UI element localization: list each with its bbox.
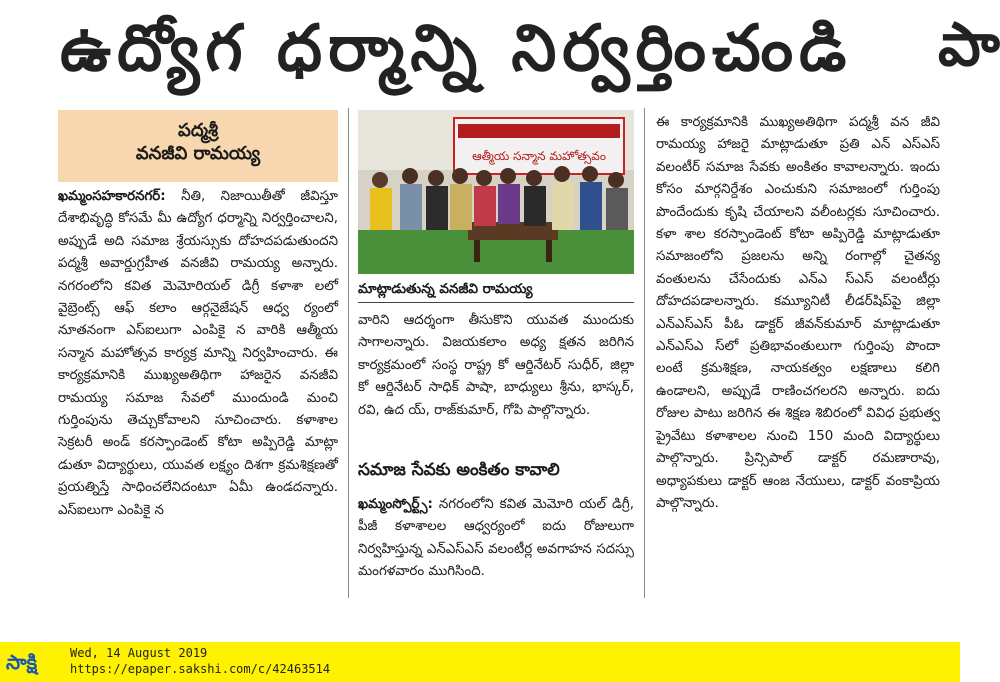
article-text: వారిని ఆదర్శంగా తీసుకొని యువత ముందుకు సాగాలన్నారు. విజయకలాం అధ్య క్షతన జరిగిన కార్యక్రమంలో సంస్థ రాష్ట్ర కో ఆర్డినేటర్ సుధీర్, జిల్లా కో ఆర్డినేటర్ సాధిక్ పాషా, బాధ్యులు శ్రీను, భాస్కర్, రవి, ఉద య్, రాజ్‌కుమార్, గోపి పాల్గొన్నారు. [358, 313, 634, 418]
column-rule [348, 108, 349, 598]
headline-area [0, 0, 1000, 100]
publication-date: Wed, 14 August 2019 [70, 646, 208, 660]
dateline: ఖమ్మంస్పోర్ట్స్: [358, 497, 433, 512]
article-column-2-bottom [358, 494, 634, 596]
column-rule [644, 108, 645, 598]
dateline: ఖమ్మంసహకారనగర్: [58, 189, 166, 204]
caption-divider [358, 302, 634, 303]
page-headline: ఉద్యోగ ధర్మాన్ని నిర్వర్తించండి [60, 12, 853, 86]
epaper-link[interactable]: https://epaper.sakshi.com/c/42463514 [70, 662, 331, 676]
event-photo [358, 110, 634, 274]
sakshi-logo[interactable]: సాక్షి [6, 650, 38, 674]
article-column-3 [656, 112, 940, 596]
stage-banner-text: ఆత్మీయ సన్మాన మహోత్సవం [472, 149, 606, 163]
article-column-2-top [358, 310, 634, 450]
article-text: ఈ కార్యక్రమానికి ముఖ్యఅతిథిగా పద్మశ్రీ వన జీవి రామయ్య హాజరై మాట్లాడుతూ ప్రతి ఎన్ ఎస్ఎస్ వలంటీర్ సమాజ సేవకు అంకితం కావాలన్నారు. ఇందు కోసం మార్గనిర్దేశం ఎంచుకుని సమాజంలో గుర్తింపు పొందేందుకు కృషి చేయాలని వలీంటర్లకు సూచించారు. కళా శాల కరస్పాండెంట్ కోటా అప్పిరెడ్డి మాట్లాడుతూ సమాజంలోని ప్రజలను అన్ని రంగాల్లో చైతన్య వంతులను చేసేందుకు ఎన్ఎ స్ఎస్ వలంటీర్లు దోహదపడాలన్నారు. కమ్యూనిటీ లీడర్‌షిప్‌పై జిల్లా ఎన్ఎస్ఎస్ పీఓ డాక్టర్ జీవన్‌కుమార్ మాట్లాడుతూ ఎన్ఎస్ఎ స్‌లో ప్రతిభావంతులుగా గుర్తింపు పొందా లంటే క్రమశిక్షణ, నాయకత్వం లక్షణాలు కలిగి ఉండాలని, అప్పుడే రాణించగలరని అన్నారు. ఐదు రోజుల పాటు జరిగిన ఈ శిక్షణ శిబిరంలో వివిధ ప్రభుత్వ ప్రైవేటు కళాశాలల నుంచి 150 మంది విద్యార్థులు పాల్గొన్నారు. ప్రిన్సిపాల్ డాక్టర్ రమణారావు, అధ్యాపకులు డాక్టర్ ఆంజ నేయులు, డాక్టర్ వంకాప్రియ పాల్గొన్నారు. [656, 115, 940, 511]
article-text: నగరంలోని కవిత మెమోరి యల్ డిగ్రీ, పీజీ కళాశాలల ఆధ్వర్యంలో ఐదు రోజులుగా నిర్వహిస్తున్న ఎన్ఎస్ఎస్ వలంటీర్ల అవగాహన సదస్సు మంగళవారం ముగిసింది. [358, 497, 634, 580]
event-photo-illustration [358, 110, 634, 274]
byline-box [58, 110, 338, 182]
article-text: నీతి, నిజాయితీతో జీవిస్తూ దేశాభివృద్ధి కోసమే మీ ఉద్యోగ ధర్మాన్ని నిర్వర్తించాలని, అప్పుడే అది సమాజ శ్రేయస్సుకు దోహదపడుతుందని పద్మశ్రీ అవార్డుగ్రహీత వనజీవి రామయ్య అన్నారు. నగరంలోని కవిత మెమోరియల్ డిగ్రీ కళాశా లలో వైబ్రెంట్స్ ఆఫ్ కలాం ఆర్గనైజేషన్ ఆధ్వ ర్యంలో నూతనంగా ఎస్ఐలుగా ఎంపికై న వారికి ఆత్మీయ సన్మాన మహోత్సవ కార్యక్ర మాన్ని నిర్వహించారు. ఈ కార్యక్రమానికి ముఖ్యఅతిథిగా హాజరైన వనజీవి రామయ్య సమాజ సేవలో ముందుండి మంచి గుర్తింపును తెచ్చుకోవాలని సూచించారు. కళాశాల సెక్రటరీ అండ్ కరస్పాండెంట్ కోటా అప్పిరెడ్డి మాట్లా డుతూ విద్యార్థులు, యువత లక్ష్యం దిశగా క్రమశిక్షణతో ప్రయత్నిస్తే సాధించలేనిదంటూ ఏమీ ఉండదన్నారు. ఎస్ఐలుగా ఎంపికై న [58, 189, 338, 518]
photo-caption: మాట్లాడుతున్న వనజీవి రామయ్య [358, 281, 533, 297]
article-column-1 [58, 186, 338, 596]
adjacent-headline-fragment: పా [938, 10, 1000, 80]
byline-name: వనజీవి రామయ్య [135, 143, 261, 164]
article-subheading: సమాజ సేవకు అంకితం కావాలి [358, 460, 560, 480]
byline-title: పద్మశ్రీ [178, 120, 218, 141]
